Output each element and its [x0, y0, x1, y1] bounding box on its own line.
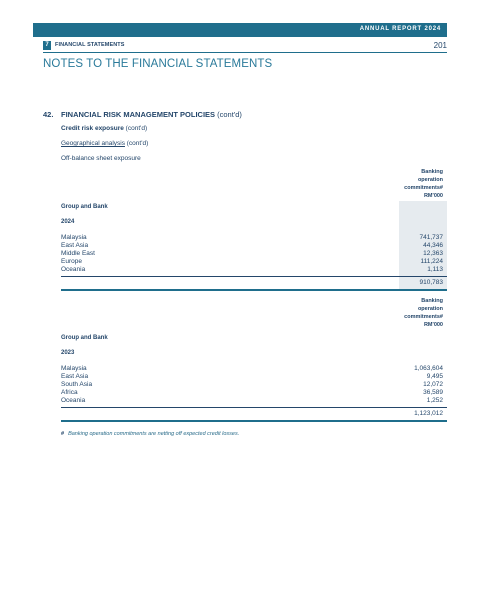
- footnote-text: Banking operation commitments are netting off expected credit losses.: [68, 431, 240, 437]
- section-title: FINANCIAL STATEMENTS: [55, 42, 125, 48]
- total-rule-2023: [61, 420, 447, 422]
- year-label-2023: 2023: [61, 350, 75, 356]
- column-header-2024: Banking operation commitments# RM'000: [404, 169, 443, 199]
- total-value-2024: 910,783: [419, 279, 443, 286]
- subtotal-rule-2024: [61, 276, 447, 277]
- note-number: 42.: [43, 110, 54, 119]
- note-title: FINANCIAL RISK MANAGEMENT POLICIES: [61, 110, 216, 119]
- group-label-2023: Group and Bank: [61, 335, 108, 341]
- footnote-marker: #: [61, 431, 65, 437]
- year-label-2024: 2024: [61, 219, 75, 225]
- column-header-2023: Banking operation commitments# RM'000: [404, 298, 443, 328]
- section-header: [43, 41, 447, 51]
- table-row: Malaysia 741,737: [61, 234, 443, 241]
- table-row: Malaysia 1,063,604: [61, 365, 443, 372]
- page-title: NOTES TO THE FINANCIAL STATEMENTS: [43, 58, 273, 70]
- note-title-suffix: (cont'd): [217, 110, 242, 119]
- header-bar: [33, 23, 447, 37]
- table-row: Europe 111,224: [61, 258, 443, 265]
- subheading-geographical-suffix: (cont'd): [126, 140, 149, 147]
- header-divider: [43, 52, 447, 53]
- table-row: Oceania 1,252: [61, 397, 443, 404]
- table-row: Oceania 1,113: [61, 266, 443, 273]
- subheading-geographical-label: Geographical analysis: [61, 140, 125, 147]
- table-row: South Asia 12,072: [61, 381, 443, 388]
- table-row: East Asia 9,495: [61, 373, 443, 380]
- table-row: East Asia 44,346: [61, 242, 443, 249]
- group-label-2024: Group and Bank: [61, 204, 108, 210]
- subheading-credit-risk: [61, 125, 147, 132]
- total-value-2023: 1,123,012: [414, 410, 443, 417]
- section-number-badge: 7: [43, 41, 51, 50]
- subheading-credit-risk-suffix: (cont'd): [125, 125, 148, 132]
- subheading-off-balance: Off-balance sheet exposure: [61, 155, 141, 162]
- subheading-geographical: [61, 140, 148, 147]
- report-title: ANNUAL REPORT 2024: [359, 26, 441, 32]
- footnote: [61, 431, 239, 437]
- table-row: Africa 36,589: [61, 389, 443, 396]
- total-rule-2024: [61, 289, 447, 291]
- subtotal-rule-2023: [61, 407, 447, 408]
- page-number: 201: [433, 41, 447, 50]
- table-row: Middle East 12,363: [61, 250, 443, 257]
- subheading-credit-risk-label: Credit risk exposure: [61, 125, 124, 132]
- note-heading: [43, 110, 242, 119]
